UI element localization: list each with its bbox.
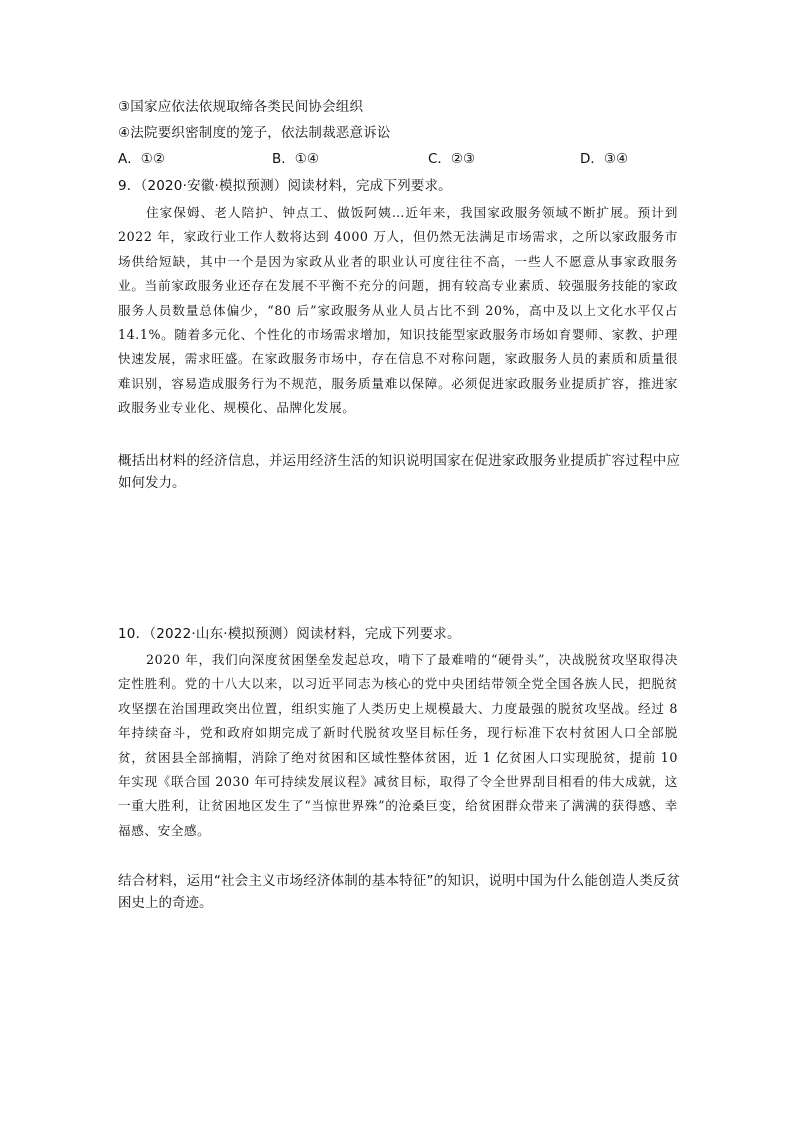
question-10-prompt: 结合材料，运用“社会主义市场经济体制的基本特征”的知识，说明中国为什么能创造人类反贫困史上的奇迹。 (118, 873, 680, 911)
choice-a: A．①② (118, 151, 165, 167)
question-9-material: 住家保姆、老人陪护、钟点工、做饭阿姨…近年来，我国家政服务领域不断扩展。预计到 2022 年，家政行业工作人数将达到 4000 万人，但仍然无法满足市场需求，之所以家政服务市场供给短缺，其中一个是因为家政从业者的职业认可度往往不高，一些人不愿意从事家政服务业。当前家政服务业还存在发展不平衡不充分的问题，拥有较高专业素质、较强服务技能的家政服务人员数量总体偏少，“80 后”家政服务从业人员占比不到 20%，高中及以上文化水平仅占 14.1%。随着多元化、个性化的市场需求增加，知识技能型家政服务市场如育婴师、家教、护理快速发展，需求旺盛。在家政服务市场中，存在信息不对称问题，家政服务人员的素质和质量很难识别，容易造成服务行为不规范，服务质量难以保障。必须促进家政服务业提质扩容，推进家政服务业专业化、规模化、品牌化发展。 (118, 205, 678, 416)
question-10-material: 2020 年，我们向深度贫困堡垒发起总攻，啃下了最难啃的“硬骨头”，决战脱贫攻坚取得决定性胜利。党的十八大以来，以习近平同志为核心的党中央团结带领全党全国各族人民，把脱贫攻坚摆在治国理政突出位置，组织实施了人类历史上规模最大、力度最强的脱贫攻坚战。经过 8 年持续奋斗，党和政府如期完成了新时代脱贫攻坚目标任务，现行标准下农村贫困人口全部脱贫，贫困县全部摘帽，消除了绝对贫困和区域性整体贫困，近 1 亿贫困人口实现脱贫，提前 10 年实现《联合国 2030 年可持续发展议程》减贫目标，取得了令全世界刮目相看的伟大成就，这一重大胜利，让贫困地区发生了“当惊世界殊”的沧桑巨变，给贫困群众带来了满满的获得感、幸福感、安全感。 (118, 652, 678, 838)
option-4: ④法院要织密制度的笼子，依法制裁恶意诉讼 (118, 125, 391, 141)
question-10-title: 10．（2022·山东·模拟预测）阅读材料，完成下列要求。 (118, 626, 461, 642)
question-9-prompt: 概括出材料的经济信息，并运用经济生活的知识说明国家在促进家政服务业提质扩容过程中应如何发力。 (118, 453, 680, 491)
choice-b: B．①④ (272, 151, 319, 167)
question-9-title: 9．（2020·安徽·模拟预测）阅读材料，完成下列要求。 (118, 178, 452, 194)
option-3: ③国家应依法依规取缔各类民间协会组织 (118, 99, 364, 115)
choice-c: C．②③ (428, 151, 476, 167)
choice-d: D．③④ (580, 151, 629, 167)
